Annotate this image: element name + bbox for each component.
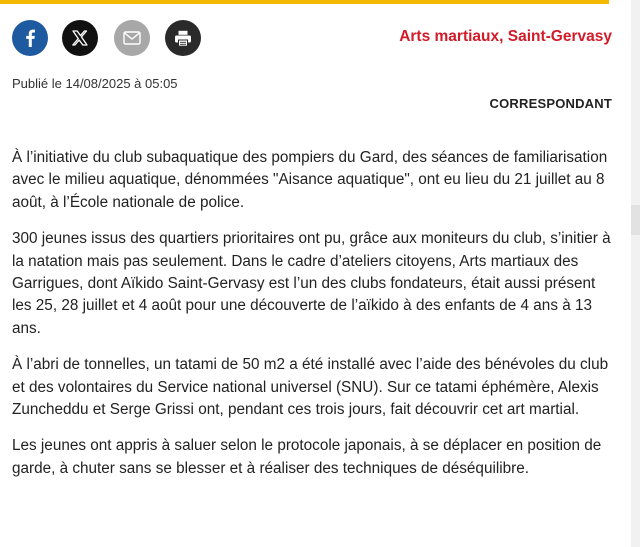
article-body bbox=[12, 147, 612, 494]
print-icon bbox=[174, 30, 192, 47]
share-x-button[interactable] bbox=[62, 20, 98, 56]
paragraph-4: Les jeunes ont appris à saluer selon le protocole japonais, à se déplacer en position de garde, à chuter sans se blesser et à réaliser des techniques de déséquilibre. bbox=[12, 437, 602, 477]
publish-date: Publié le 14/08/2025 à 05:05 bbox=[12, 76, 178, 91]
x-icon bbox=[72, 30, 88, 46]
print-button[interactable] bbox=[165, 20, 201, 56]
share-bar bbox=[12, 0, 612, 56]
mail-icon bbox=[123, 31, 141, 45]
paragraph-2: 300 jeunes issus des quartiers prioritaires ont pu, grâce aux moniteurs du club, s’initier à la natation mais pas seulement. Dans le cadre d’ateliers citoyens, Arts martiaux des Garrigues, dont Aïkido Saint-Gervasy est l’un des clubs fondateurs, était aussi présent les 25, 28 juillet et 4 août pour une découverte de l’aïkido à des enfants de 4 ans à 13 ans. bbox=[12, 230, 611, 337]
author-label: CORRESPONDANT bbox=[489, 96, 612, 111]
share-facebook-button[interactable] bbox=[12, 20, 48, 56]
share-email-button[interactable] bbox=[114, 20, 150, 56]
facebook-icon bbox=[24, 29, 36, 47]
article-tags-link[interactable]: Arts martiaux, Saint-Gervasy bbox=[399, 28, 612, 45]
scrollbar-thumb[interactable] bbox=[631, 205, 640, 235]
scrollbar-track[interactable] bbox=[631, 0, 640, 547]
paragraph-3: À l’abri de tonnelles, un tatami de 50 m2 a été installé avec l’aide des bénévoles du club et des volontaires du Service national universel (SNU). Sur ce tatami éphémère, Alexis Zuncheddu et Serge Grissi ont, pendant ces trois jours, fait découvrir cet art martial. bbox=[12, 356, 609, 419]
paragraph-1: À l’initiative du club subaquatique des pompiers du Gard, des séances de familiarisation avec le milieu aquatique, dénommées "Aisance aquatique", ont eu lieu du 21 juillet au 8 août, à l’École nationale de police. bbox=[12, 149, 608, 211]
article bbox=[12, 0, 612, 477]
